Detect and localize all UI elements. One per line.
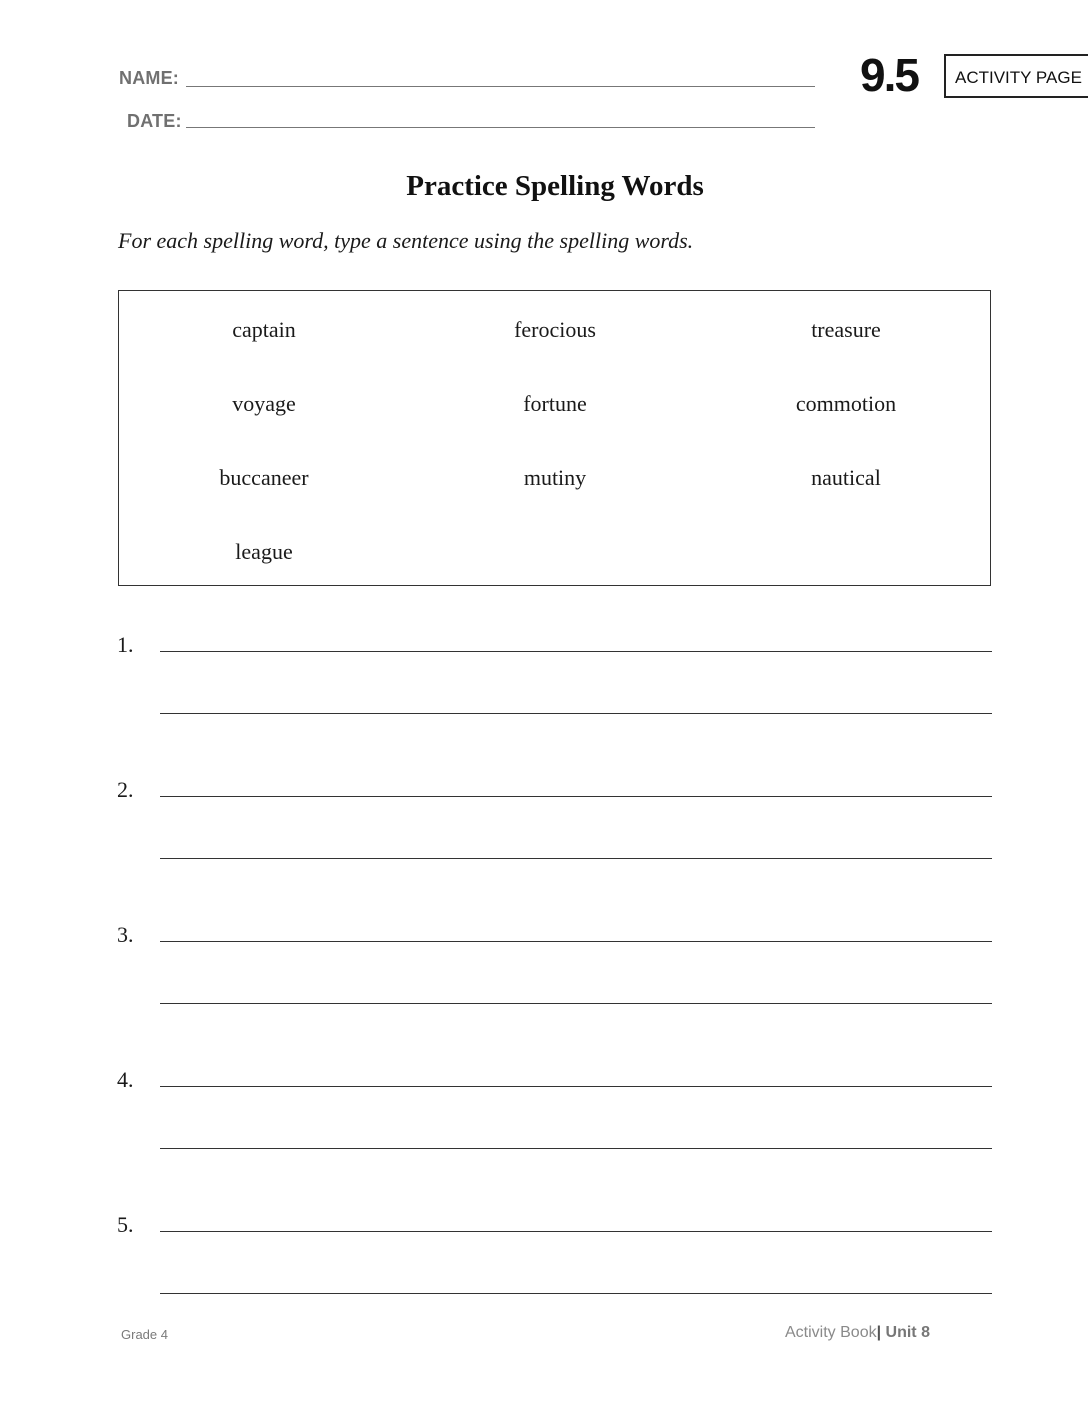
name-line[interactable] — [186, 86, 815, 87]
word-bank — [118, 290, 991, 586]
item-number-4: 4. — [117, 1067, 134, 1092]
footer-separator: | — [876, 1324, 882, 1341]
date-label: DATE: — [127, 111, 182, 131]
answer-line-2b[interactable] — [160, 858, 992, 859]
answer-line-5b[interactable] — [160, 1293, 992, 1294]
answer-line-3a[interactable] — [160, 941, 992, 942]
answer-line-1b[interactable] — [160, 713, 992, 714]
footer-unit: Unit 8 — [885, 1324, 930, 1341]
word-ferocious: ferocious — [514, 317, 596, 342]
date-line[interactable] — [186, 127, 815, 128]
answer-line-5a[interactable] — [160, 1231, 992, 1232]
answer-line-1a[interactable] — [160, 651, 992, 652]
word-treasure: treasure — [811, 317, 881, 342]
answer-line-2a[interactable] — [160, 796, 992, 797]
item-number-5: 5. — [117, 1212, 134, 1237]
word-commotion: commotion — [795, 391, 897, 416]
answer-line-4b[interactable] — [160, 1148, 992, 1149]
word-captain: captain — [232, 317, 296, 342]
word-mutiny: mutiny — [523, 465, 587, 490]
activity-page-label: ACTIVITY PAGE — [955, 68, 1082, 87]
activity-page-badge — [944, 54, 1088, 98]
page-number: 9.5 — [860, 49, 918, 101]
word-nautical: nautical — [811, 465, 881, 490]
word-voyage: voyage — [232, 391, 296, 416]
item-number-2: 2. — [117, 777, 134, 802]
answer-line-4a[interactable] — [160, 1086, 992, 1087]
word-league: league — [235, 539, 293, 564]
footer-book-info — [785, 1324, 930, 1342]
word-buccaneer: buccaneer — [219, 465, 309, 490]
page-title: Practice Spelling Words — [406, 170, 704, 202]
footer-grade: Grade 4 — [121, 1327, 168, 1342]
answer-line-3b[interactable] — [160, 1003, 992, 1004]
word-fortune: fortune — [523, 391, 587, 416]
item-number-1: 1. — [117, 632, 134, 657]
name-label: NAME: — [119, 68, 179, 88]
footer-book: Activity Book — [785, 1324, 877, 1341]
instructions: For each spelling word, type a sentence using the spelling words. — [118, 228, 694, 253]
item-number-3: 3. — [117, 922, 134, 947]
